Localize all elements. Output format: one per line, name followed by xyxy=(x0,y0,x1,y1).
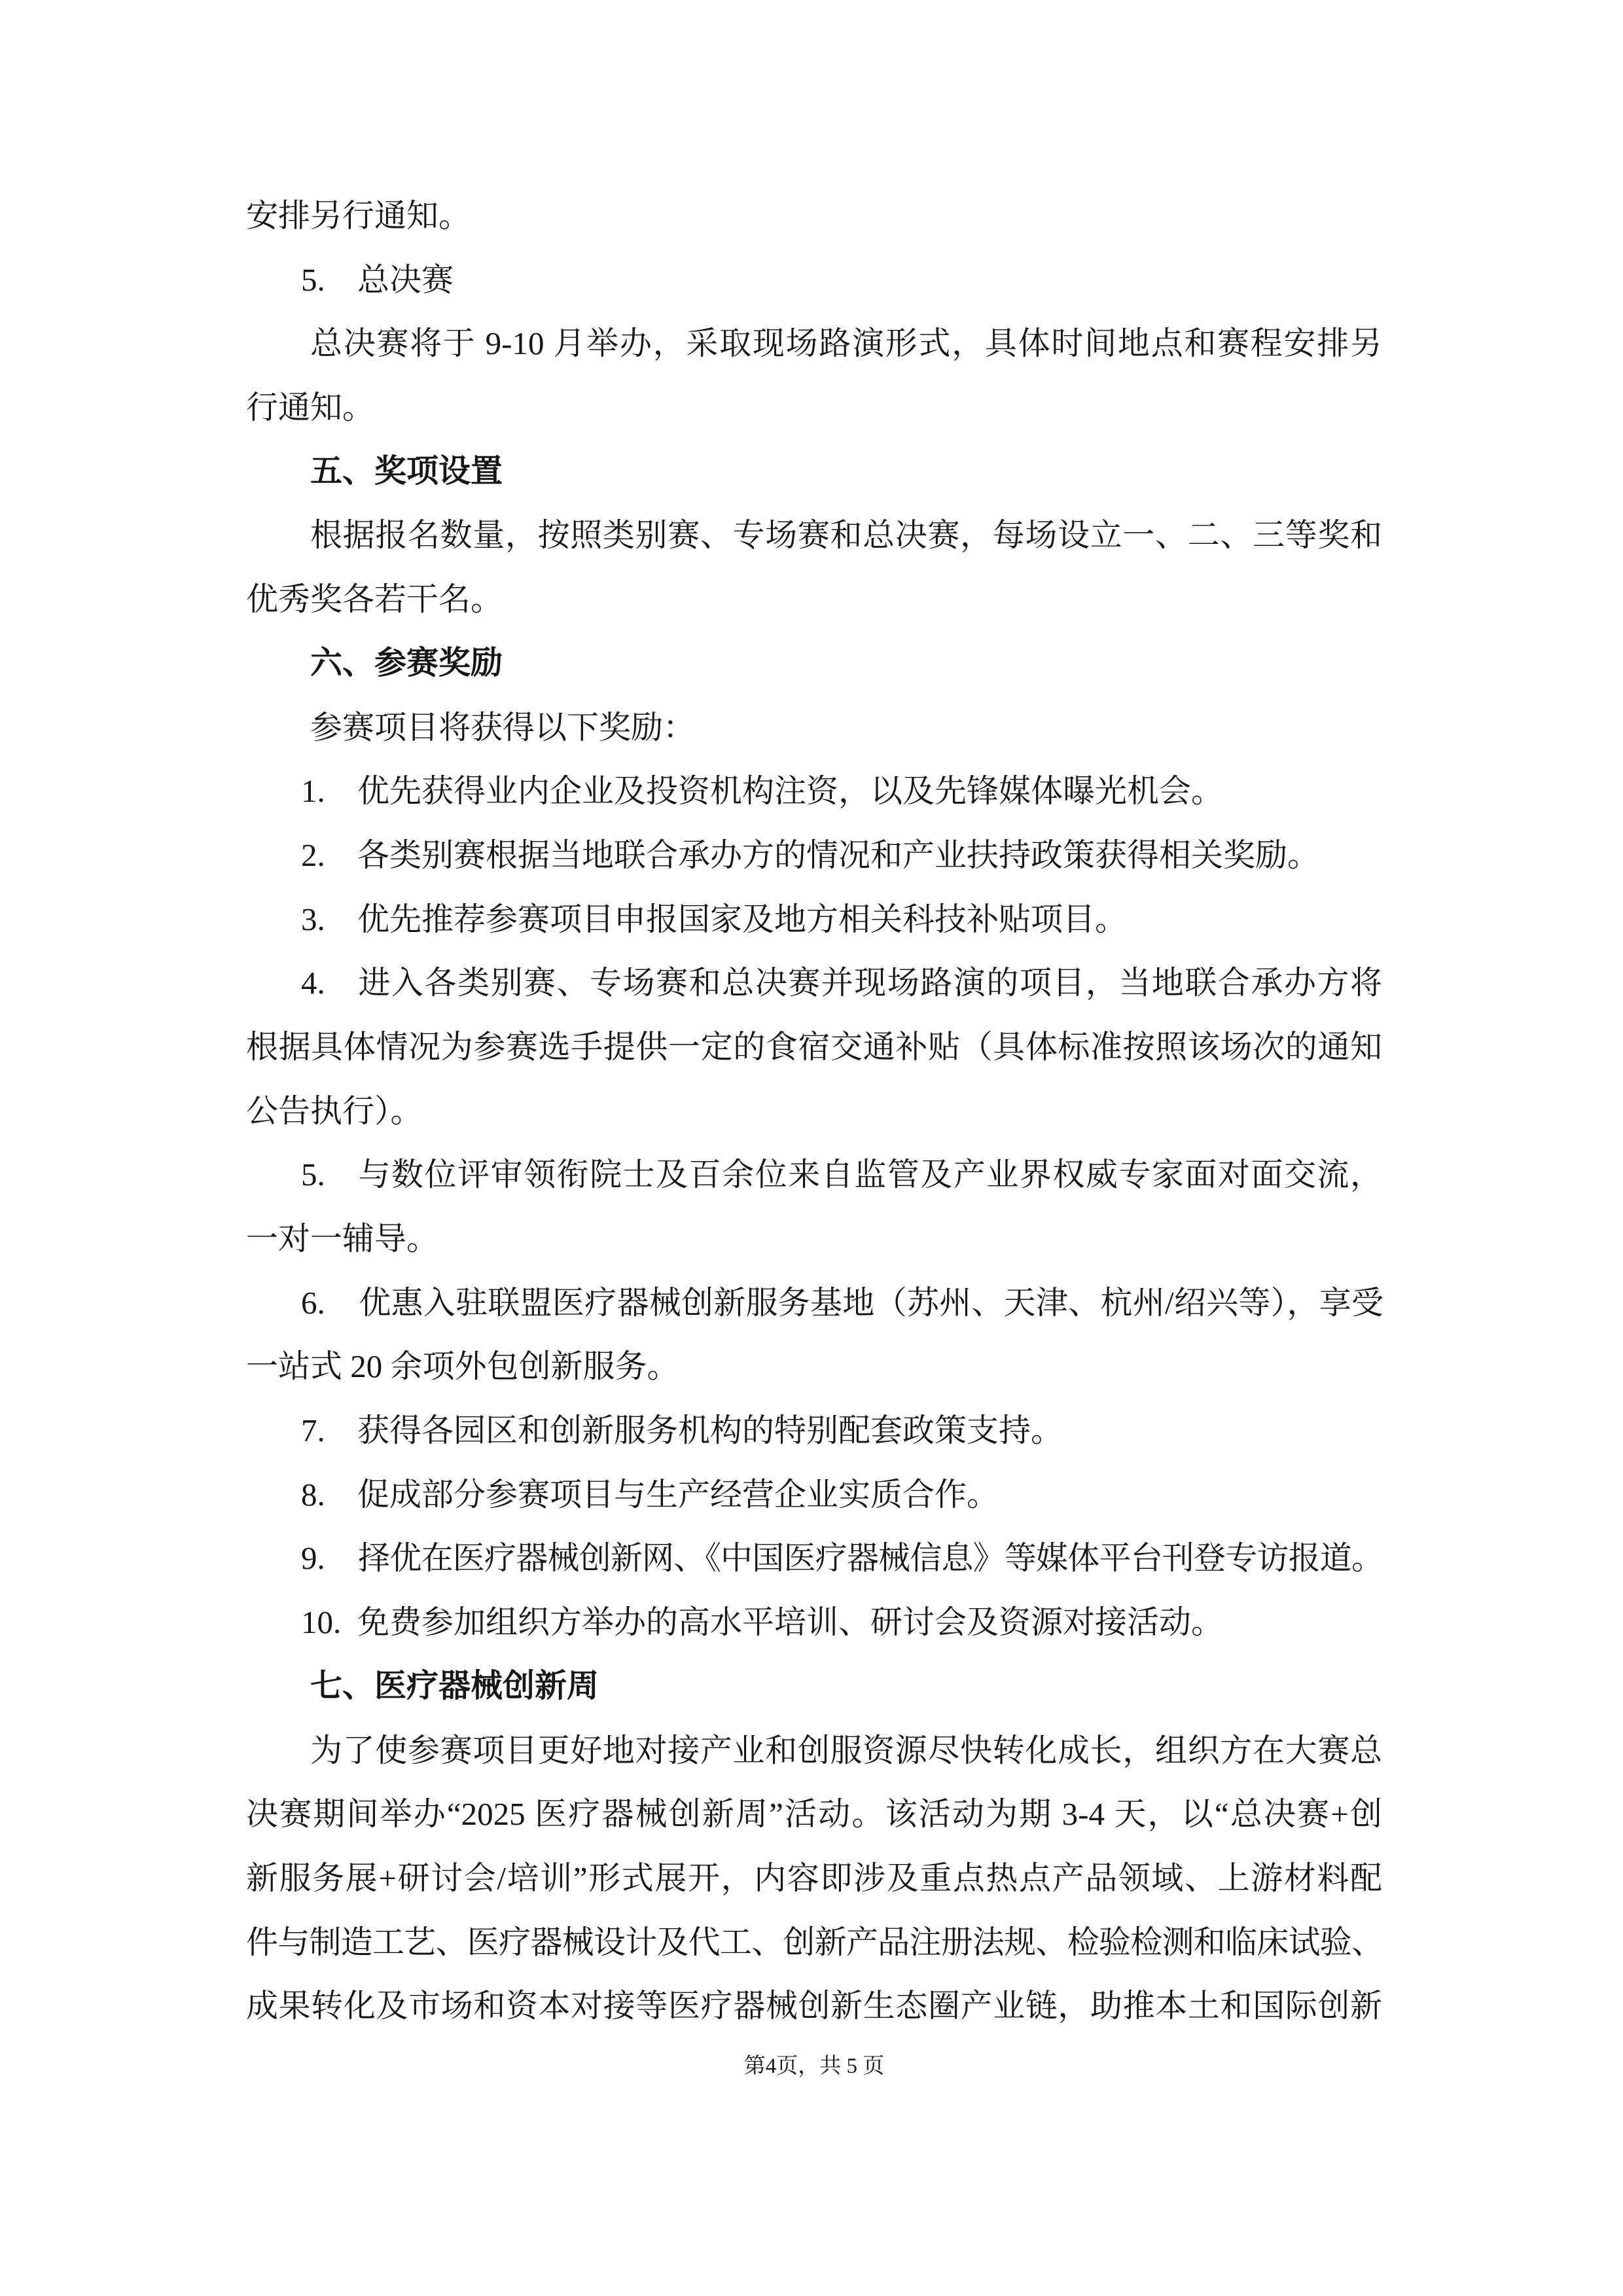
section-heading: 七、医疗器械创新周 xyxy=(310,1668,599,1704)
list-item-text: 与数位评审领衔院士及百余位来自监管及产业界权威专家面对面交流， xyxy=(357,1157,1382,1193)
list-item-number: 8. xyxy=(301,1476,325,1513)
list-item xyxy=(246,951,1382,1015)
text-line: 行通知。 xyxy=(246,389,375,426)
list-item-text: 获得各园区和创新服务机构的特别配套政策支持。 xyxy=(357,1412,1063,1449)
text-line: 决赛期间举办“2025 医疗器械创新周”活动。该活动为期 3-4 天，以“总决赛+创 xyxy=(246,1796,1382,1833)
text-line: 件与制造工艺、医疗器械设计及代工、创新产品注册法规、检验检测和临床试验、 xyxy=(246,1924,1382,1960)
list-item xyxy=(246,759,1382,823)
list-item-text: 总决赛 xyxy=(357,261,454,298)
text-block xyxy=(246,184,1382,2038)
list-item-number: 3. xyxy=(301,901,325,937)
list-item xyxy=(246,1143,1382,1207)
text-line: 一站式 20 余项外包创新服务。 xyxy=(246,1348,679,1385)
list-item xyxy=(246,248,1382,312)
list-item-text: 促成部分参赛项目与生产经营企业实质合作。 xyxy=(357,1476,999,1513)
text-line: 新服务展+研讨会/培训”形式展开，内容即涉及重点热点产品领域、上游材料配 xyxy=(246,1859,1382,1896)
list-item xyxy=(246,1590,1382,1655)
list-item-number: 10. xyxy=(301,1604,342,1641)
list-item-number: 1. xyxy=(301,773,325,810)
section-heading: 六、参赛奖励 xyxy=(310,645,503,681)
list-item-text: 优惠入驻联盟医疗器械创新服务基地（苏州、天津、杭州/绍兴等），享受 xyxy=(357,1284,1382,1321)
list-item xyxy=(246,1526,1382,1590)
list-item-text: 择优在医疗器械创新网、《中国医疗器械信息》等媒体平台刊登专访报道。 xyxy=(357,1540,1382,1577)
text-line: 总决赛将于 9-10 月举办，采取现场路演形式，具体时间地点和赛程安排另 xyxy=(310,325,1382,362)
text-line: 一对一辅导。 xyxy=(246,1221,439,1257)
list-item-number: 9. xyxy=(301,1540,325,1577)
text-line: 成果转化及市场和资本对接等医疗器械创新生态圈产业链，助推本土和国际创新 xyxy=(246,1988,1382,2024)
list-item xyxy=(246,888,1382,952)
list-item-text: 进入各类别赛、专场赛和总决赛并现场路演的项目，当地联合承办方将 xyxy=(357,965,1382,1001)
text-line: 公告执行）。 xyxy=(246,1092,423,1129)
list-item-number: 5. xyxy=(301,261,325,298)
list-item-text: 优先推荐参赛项目申报国家及地方相关科技补贴项目。 xyxy=(357,901,1128,937)
text-line: 根据报名数量，按照类别赛、专场赛和总决赛，每场设立一、二、三等奖和 xyxy=(310,517,1382,554)
text-line: 根据具体情况为参赛选手提供一定的食宿交通补贴（具体标准按照该场次的通知 xyxy=(246,1028,1382,1065)
text-line: 安排另行通知。 xyxy=(246,198,471,234)
text-line: 为了使参赛项目更好地对接产业和创服资源尽快转化成长，组织方在大赛总 xyxy=(310,1732,1382,1768)
list-item-text: 各类别赛根据当地联合承办方的情况和产业扶持政策获得相关奖励。 xyxy=(357,836,1320,873)
list-item xyxy=(246,1271,1382,1335)
list-item-number: 5. xyxy=(301,1157,325,1193)
list-item-number: 4. xyxy=(301,965,325,1001)
list-item-number: 6. xyxy=(301,1284,325,1321)
section-heading: 五、奖项设置 xyxy=(310,453,503,489)
list-item-number: 2. xyxy=(301,836,325,873)
list-item xyxy=(246,823,1382,888)
list-item-text: 免费参加组织方举办的高水平培训、研讨会及资源对接活动。 xyxy=(357,1604,1224,1641)
list-item xyxy=(246,1399,1382,1463)
text-line: 优秀奖各若干名。 xyxy=(246,581,503,618)
list-item-text: 优先获得业内企业及投资机构注资，以及先锋媒体曝光机会。 xyxy=(357,773,1224,810)
list-item xyxy=(246,1463,1382,1527)
footer-page-number: 第4页，共 5 页 xyxy=(743,2054,885,2078)
text-line: 参赛项目将获得以下奖励： xyxy=(310,709,696,745)
list-item-number: 7. xyxy=(301,1412,325,1449)
